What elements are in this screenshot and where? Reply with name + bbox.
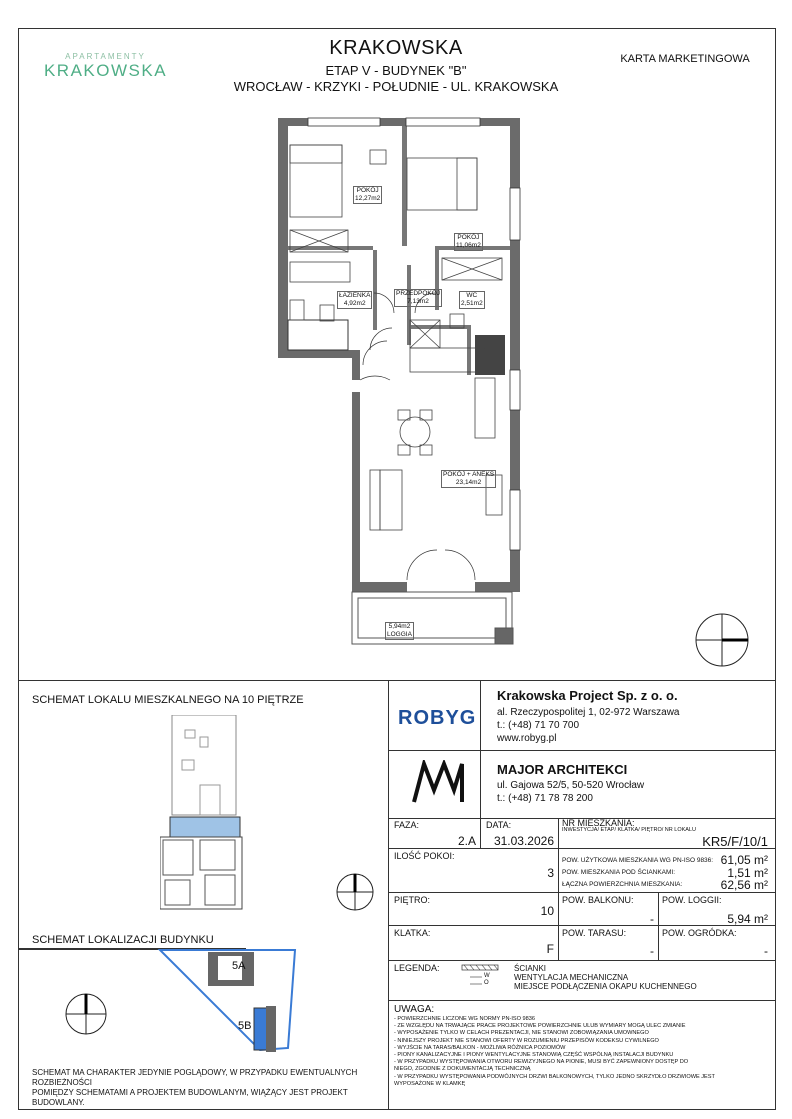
area-walls-label: POW. MIESZKANIA POD ŚCIANKAMI: — [562, 869, 676, 876]
north-arrow-icon — [694, 612, 750, 668]
note-line: - WYPOSAŻENIE TYLKO W CELACH PREZENTACJI, NIE STANOWI ZOBOWIĄZANIA UMOWNEGO — [394, 1030, 649, 1037]
garden-label: POW. OGRÓDKA: — [662, 928, 737, 938]
faza-label: FAZA: — [394, 820, 420, 830]
location-schema-title: SCHEMAT LOKALIZACJI BUDYNKU — [32, 934, 214, 946]
card-type: KARTA MARKETINGOWA — [620, 53, 750, 65]
note-line: - W PRZYPADKU WYSTĘPOWANIA PODWÓJNYCH DRZWI BALKONOWYCH, TYLKO JEDNO SKRZYDŁO DRZWIOWE JEST — [394, 1073, 715, 1080]
note-line: - WYJŚCIE NA TARAS/BALKON - MOŻLIWA RÓŻNICA POZIOMÓW — [394, 1044, 566, 1051]
notes-title: UWAGA: — [394, 1004, 435, 1015]
brand-logo-main: KRAKOWSKA — [43, 61, 168, 80]
divider — [558, 818, 559, 960]
room-name: ŁAZIENKA — [339, 292, 371, 299]
legend-item: ŚCIANKI — [514, 964, 547, 973]
divider — [388, 892, 776, 893]
architect-name: MAJOR ARCHITEKCI — [497, 762, 628, 777]
terrace-label: POW. TARASU: — [562, 928, 627, 938]
legend-sym-o: O — [484, 980, 489, 986]
room-label-wc — [459, 291, 485, 309]
company-address: al. Rzeczypospolitej 1, 02-972 Warszawa — [497, 707, 680, 718]
nr-sublabel: INWESTYCJA/ ETAP/ KLATKA/ PIĘTRO/ NR LOKALU — [562, 827, 696, 833]
disclaimer — [32, 1068, 372, 1108]
note-line: - POWIERZCHNIE LICZONE WG NORMY PN-ISO 9836 — [394, 1016, 536, 1022]
divider — [658, 892, 659, 960]
floor-value: 10 — [540, 904, 554, 918]
room-area: 11,06m2 — [456, 242, 481, 249]
room-label-loggia — [385, 622, 414, 640]
room-label-bedroom-2 — [454, 233, 483, 251]
data-label: DATA: — [486, 820, 512, 830]
architect-phone: t.: (+48) 71 78 78 200 — [497, 793, 593, 804]
loggia — [352, 592, 513, 644]
legend-item: WENTYLACJA MECHANICZNA — [514, 973, 629, 982]
room-name: PRZEDPOKÓJ — [396, 290, 441, 297]
divider — [480, 818, 481, 848]
room-name: POKÓJ — [457, 234, 480, 241]
area-usable-label: POW. UŻYTKOWA MIESZKANIA WG PN-ISO 9836: — [562, 857, 714, 864]
stair-value: F — [546, 942, 554, 956]
note-line: - W PRZYPADKU WYSTĘPOWANIA OTWORU REWIZYJNEGO NA PIONIE, MUSI BYĆ ZAPEWNIONY DOSTĘP DO — [394, 1059, 689, 1066]
room-area: 4,92m2 — [343, 300, 366, 307]
location-schema — [150, 948, 300, 1058]
room-name: WC — [466, 292, 478, 299]
note-line: NIEGO, ZGODNIE Z DOKUMENTACJĄ TECHNICZNĄ — [394, 1066, 531, 1073]
rooms-label: ILOŚĆ POKOI: — [394, 851, 455, 861]
room-label-hall — [394, 289, 442, 307]
building-a-label: 5A — [232, 960, 246, 972]
doors — [360, 293, 475, 580]
room-area: 23,14m2 — [455, 479, 482, 486]
area-total-value: 62,56 m² — [720, 878, 768, 892]
room-label-bedroom-1 — [353, 186, 382, 204]
room-area: 5,94m2 — [388, 623, 411, 630]
balcony-label: POW. BALKONU: — [562, 895, 634, 905]
room-name: LOGGIA — [387, 631, 412, 638]
floor-plan — [270, 110, 530, 650]
floor-schema — [160, 715, 250, 915]
area-walls-value: 1,51 m² — [727, 866, 768, 880]
room-name: POKÓJ — [356, 187, 379, 194]
brand-logo-top: APARTAMENTY — [65, 52, 146, 61]
north-arrow-icon — [335, 872, 375, 912]
room-area: 2,51m2 — [461, 300, 483, 307]
page-title: KRAKOWSKA — [329, 37, 463, 59]
note-line: - NINIEJSZY PROJEKT NIE STANOWI OFERTY W ROZUMIENIU PRZEPISÓW KODEKSU CYWILNEGO — [394, 1037, 659, 1044]
legend-items — [514, 964, 697, 991]
company-name: Krakowska Project Sp. z o. o. — [497, 688, 678, 703]
page-subtitle-address: WROCŁAW - KRZYKI - POŁUDNIE - UL. KRAKOWSKA — [233, 79, 559, 94]
company-phone: t.: (+48) 71 70 700 — [497, 720, 580, 731]
faza-value: 2.A — [457, 834, 476, 848]
robyg-logo: ROBYG — [398, 707, 477, 729]
major-architekci-logo — [410, 760, 466, 804]
room-area: 12,27m2 — [355, 195, 381, 202]
company-web: www.robyg.pl — [497, 733, 557, 744]
disclaimer-line: SCHEMAT MA CHARAKTER JEDYNIE POGLĄDOWY, W PRZYPADKU EWENTUALNYCH ROZBIEŻNOŚCI — [32, 1068, 358, 1087]
balcony-value: - — [650, 912, 654, 926]
divider — [480, 680, 481, 818]
divider — [388, 680, 389, 1110]
brand-logo — [38, 52, 173, 86]
note-line: - ZE WZGLĘDU NA TRWAJĄCE PRACE PROJEKTOWE POWIERZCHNIE ULUB WYMIARY MOGĄ ULEC ZMIANIE — [394, 1023, 686, 1030]
divider — [388, 925, 776, 926]
divider — [388, 960, 776, 961]
north-arrow-icon — [64, 992, 108, 1036]
room-label-living — [441, 470, 496, 488]
data-value: 31.03.2026 — [493, 834, 554, 848]
floor-label: PIĘTRO: — [394, 895, 431, 905]
legend-title: LEGENDA: — [394, 963, 440, 973]
nr-label: NR MIESZKANIA: — [562, 818, 635, 828]
room-label-bathroom — [337, 291, 372, 309]
room-name: POKÓJ + ANEKS — [443, 471, 495, 478]
area-usable-value: 61,05 m² — [720, 853, 768, 867]
divider — [388, 1000, 776, 1001]
notes-list — [394, 1016, 769, 1088]
nr-value: KR5/F/10/1 — [702, 834, 768, 849]
note-line: - PIONY KANALIZACYJNE I PIONY WENTYLACYJNE STANOWIĄ CZĘŚĆ WSPÓLNĄ INSTALACJI BUDYNKU — [394, 1052, 674, 1059]
rooms-value: 3 — [547, 866, 554, 880]
building-b-label: 5B — [238, 1020, 252, 1032]
legend-sym-w: W — [484, 973, 490, 979]
divider — [388, 848, 776, 849]
stair-label: KLATKA: — [394, 928, 431, 938]
divider — [388, 750, 776, 751]
garden-value: - — [764, 944, 768, 958]
legend-item: MIEJSCE PODŁĄCZENIA OKAPU KUCHENNEGO — [514, 982, 697, 991]
divider — [18, 680, 776, 681]
room-area: 7,13m2 — [407, 298, 429, 305]
architect-address: ul. Gajowa 52/5, 50-520 Wrocław — [497, 780, 645, 791]
disclaimer-line: POMIĘDZY SCHEMATAMI A PROJEKTEM BUDOWLANYM, WIĄŻĄCY JEST PROJEKT BUDOWLANY. — [32, 1088, 348, 1107]
area-total-label: ŁĄCZNA POWIERZCHNIA MIESZKANIA: — [562, 881, 683, 888]
terrace-value: - — [650, 944, 654, 958]
note-line: WYPOSAŻONE W KLAMKĘ — [394, 1080, 466, 1087]
loggia-label: POW. LOGGII: — [662, 895, 722, 905]
page-subtitle-stage: ETAP V - BUDYNEK "B" — [325, 63, 467, 78]
loggia-value: 5,94 m² — [727, 912, 768, 926]
floor-schema-title: SCHEMAT LOKALU MIESZKALNEGO NA 10 PIĘTRZE — [32, 694, 304, 706]
